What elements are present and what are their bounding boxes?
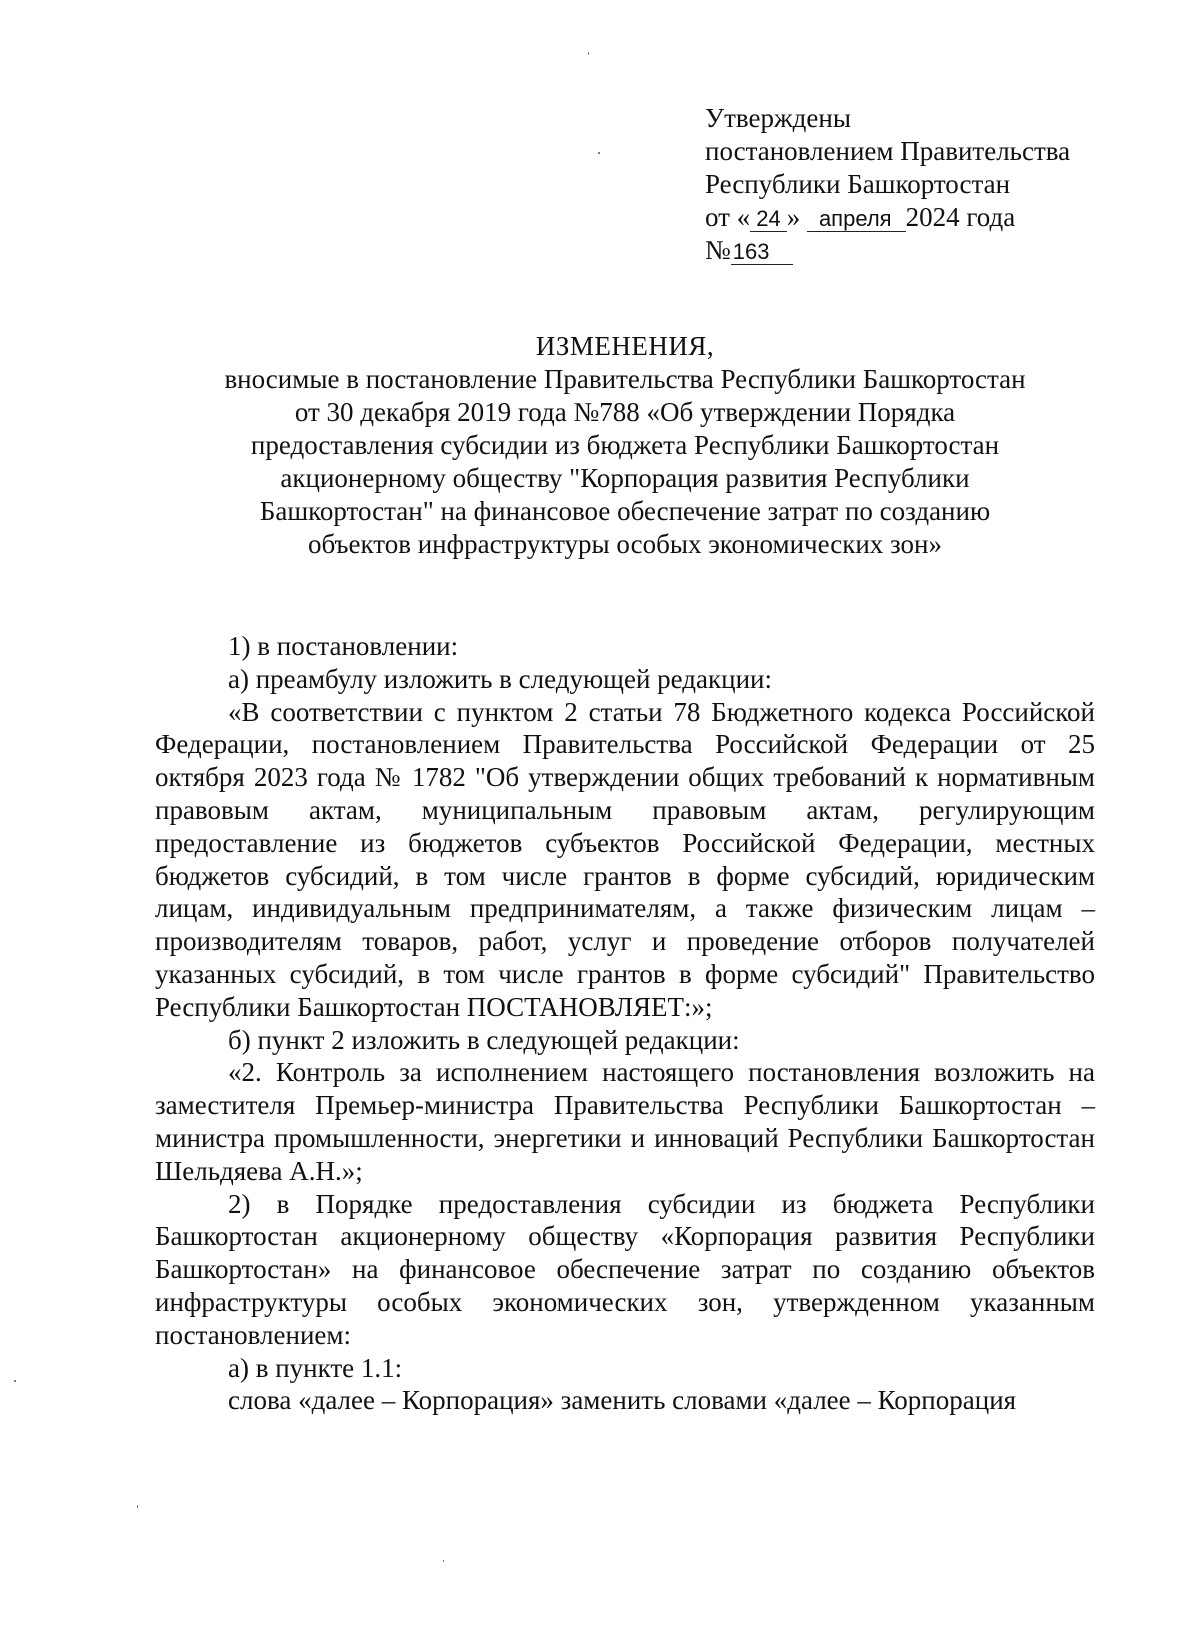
approval-line-approved: Утверждены xyxy=(705,103,851,133)
document-title xyxy=(150,330,1100,561)
approval-number-line xyxy=(705,234,1125,267)
approval-date-prefix: от « xyxy=(705,202,751,232)
title-heading: ИЗМЕНЕНИЯ, xyxy=(535,331,715,361)
scan-speck xyxy=(588,52,589,55)
document-body xyxy=(155,630,1095,1417)
approval-date-month: апреля xyxy=(807,207,906,232)
paragraph-7: а) в пункте 1.1: xyxy=(228,1352,403,1383)
approval-number-prefix: № xyxy=(705,235,731,265)
approval-number: 163 xyxy=(731,240,794,265)
paragraph-6-order: 2) в Порядке предоставления субсидии из бюджета Республики Башкортостан акционерному обществу «Корпорация развития Республики Башкортостан» на финансовое обеспечение затрат по созданию объектов инфраструктуры особых экономических зон, утвержденном указанным постановлением: xyxy=(155,1188,1095,1350)
scan-speck xyxy=(443,1560,444,1562)
paragraph-3-preamble: «В соответствии с пунктом 2 статьи 78 Бюджетного кодекса Российской Федерации, постановлением Правительства Российской Федерации от 25 октября 2023 года № 1782 "Об утверждении общих требований к нормативным правовым актам, муниципальным правовым актам, регулирующим предоставление из бюджетов субъектов Российской Федерации, местных бюджетов субсидий, в том числе грантов в форме субсидий, юридическим лицам, индивидуальным предпринимателям, а также физическим лицам – производителям товаров, работ, услуг и проведение отборов получателей указанных субсидий, в том числе грантов в форме субсидий" Правительство Республики Башкортостан ПОСТАНОВЛЯЕТ:»; xyxy=(155,696,1095,1022)
approval-stamp-block xyxy=(705,102,1125,267)
paragraph-5-control: «2. Контроль за исполнением настоящего постановления возложить на заместителя Премьер-министра Правительства Республики Башкортостан – министра промышленности, энергетики и инноваций Республики Башкортостан Шельдяева А.Н.»; xyxy=(155,1057,1095,1186)
paragraph-4: б) пункт 2 изложить в следующей редакции: xyxy=(228,1024,740,1055)
title-line-2: от 30 декабря 2019 года №788 «Об утверждении Порядка xyxy=(294,397,956,427)
approval-line-republic: Республики Башкортостан xyxy=(705,169,1011,199)
paragraph-1: 1) в постановлении: xyxy=(228,631,459,661)
title-line-3: предоставления субсидии из бюджета Республики Башкортостан xyxy=(250,430,1000,460)
paragraph-2: а) преамбулу изложить в следующей редакции: xyxy=(228,663,772,694)
approval-date-mid: » xyxy=(786,202,801,232)
title-line-4: акционерному обществу "Корпорация развития Республики xyxy=(280,463,970,493)
scan-speck xyxy=(598,152,600,154)
title-line-6: объектов инфраструктуры особых экономических зон» xyxy=(307,529,943,559)
title-line-1: вносимые в постановление Правительства Республики Башкортостан xyxy=(224,364,1026,394)
paragraph-8: слова «далее – Корпорация» заменить словами «далее – Корпорация xyxy=(228,1385,1017,1416)
approval-line-resolution: постановлением Правительства xyxy=(705,136,1071,166)
approval-date-day: 24 xyxy=(750,207,786,232)
scan-speck xyxy=(14,1380,16,1382)
approval-date-line xyxy=(705,201,1125,234)
scan-speck xyxy=(137,1505,138,1508)
title-line-5: Башкортостан" на финансовое обеспечение затрат по созданию xyxy=(259,496,991,526)
approval-date-year: 2024 года xyxy=(905,202,1016,232)
